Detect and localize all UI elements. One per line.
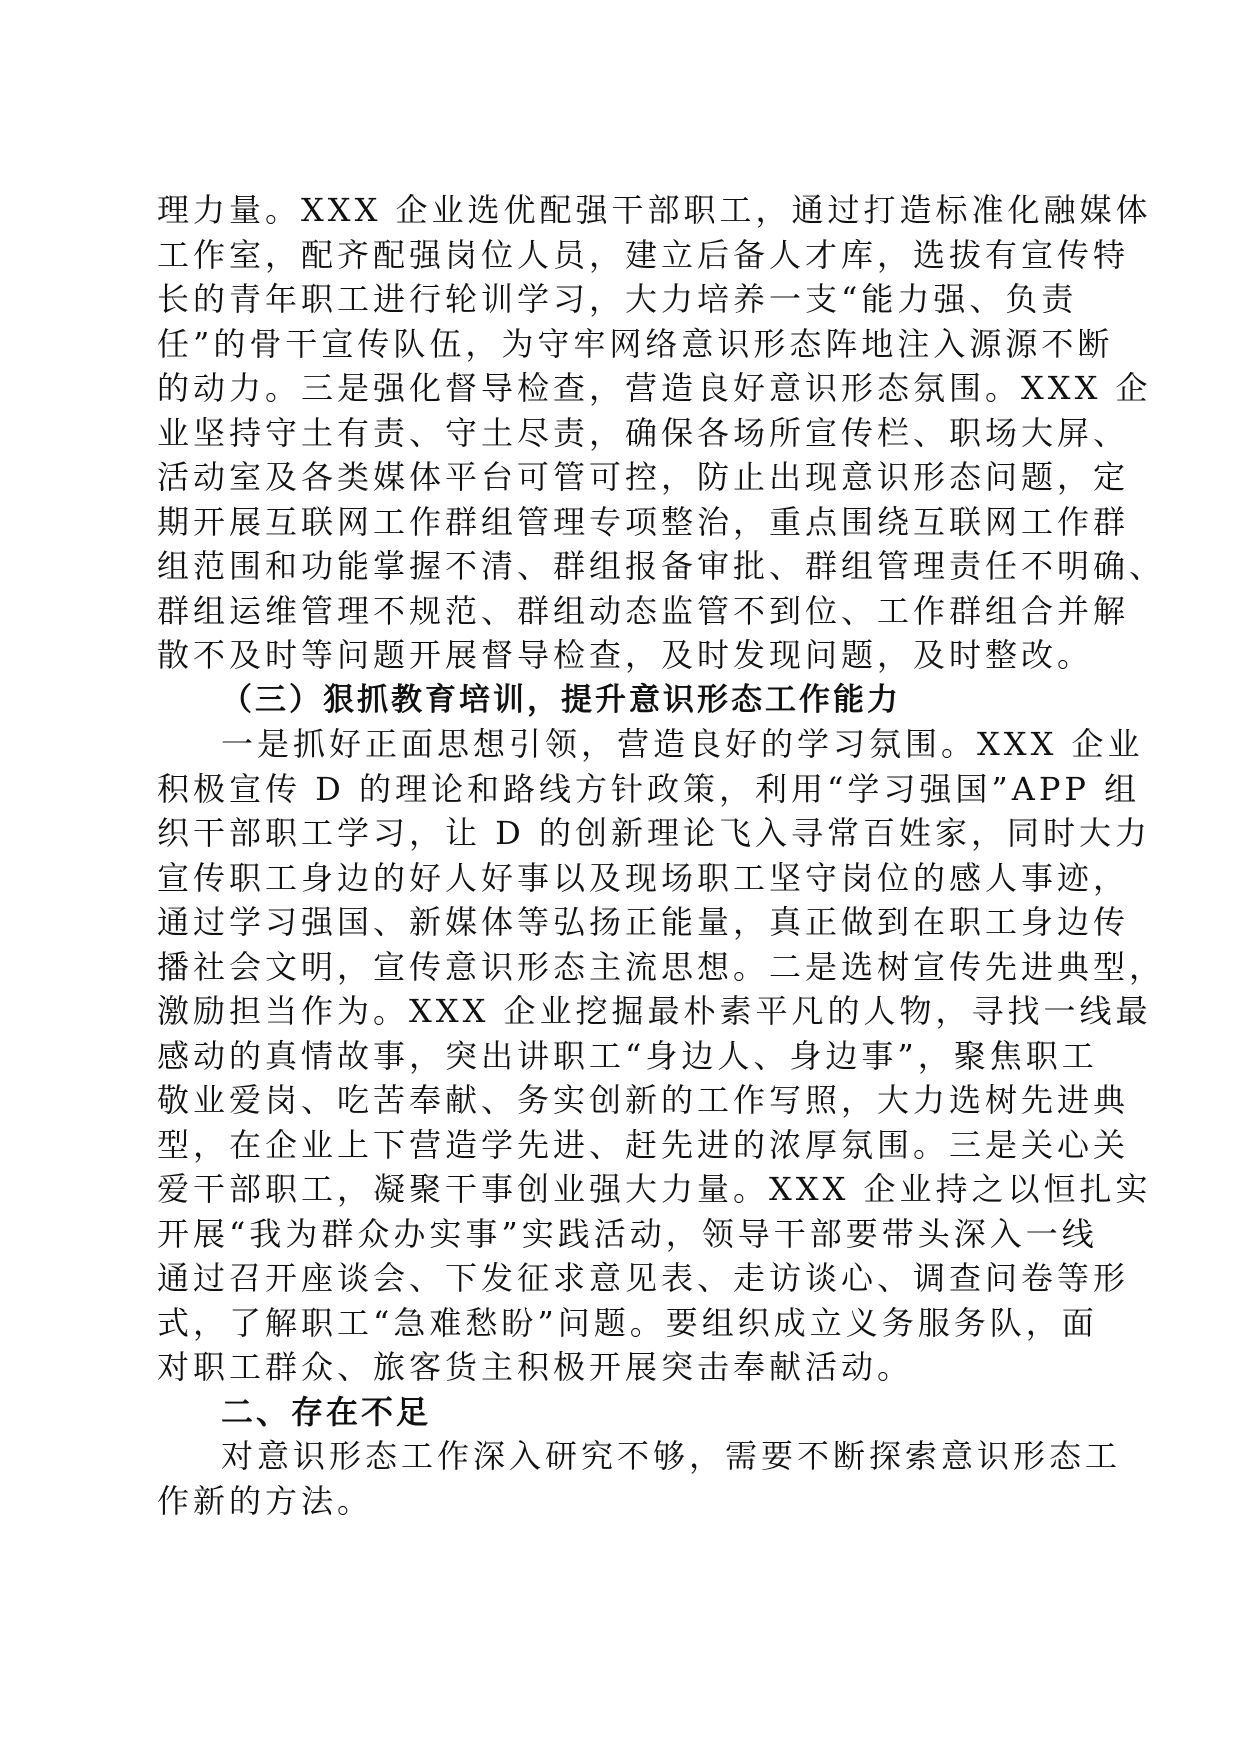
text-line: 织干部职工学习，让 D 的创新理论飞入寻常百姓家，同时大力: [157, 814, 1152, 852]
text-line: 的动力。三是强化督导检查，营造良好意识形态氛围。XXX 企: [157, 369, 1152, 407]
text-line: 长的青年职工进行轮训学习，大力培养一支“能力强、负责: [157, 280, 1078, 318]
text-line: 敬业爱岗、吃苦奉献、务实创新的工作写照，大力选树先进典: [157, 1081, 1130, 1119]
text-line: 对意识形态工作深入研究不够，需要不断探索意识形态工: [221, 1437, 1122, 1475]
text-line: 开展“我为群众办实事”实践活动，领导干部要带头深入一线: [157, 1214, 1098, 1253]
text-line: 活动室及各类媒体平台可管可控，防止出现意识形态问题，定: [157, 458, 1130, 496]
text-line: 作新的方法。: [157, 1481, 374, 1520]
text-line: 激励担当作为。XXX 企业挖掘最朴素平凡的人物，寻找一线最: [157, 992, 1152, 1030]
text-line: 工作室，配齐配强岗位人员，建立后备人才库，选拔有宣传特: [157, 235, 1130, 274]
text-line: 式，了解职工“急难愁盼”问题。要组织成立义务服务队，面: [157, 1303, 1098, 1342]
text-line: 积极宣传 D 的理论和路线方针政策，利用“学习强国”APP 组: [157, 769, 1141, 808]
text-line: 一是抓好正面思想引领，营造良好的学习氛围。XXX 企业: [221, 725, 1144, 763]
text-line: 任”的骨干宣传队伍，为守牢网络意识形态阵地注入源源不断: [157, 324, 1114, 363]
text-line: 对职工群众、旅客货主积极开展突击奉献活动。: [157, 1348, 914, 1386]
text-line: 群组运维管理不规范、群组动态监管不到位、工作群组合并解: [157, 591, 1130, 630]
text-line: 散不及时等问题开展督导检查，及时发现问题，及时整改。: [157, 636, 1094, 674]
text-line: 通过学习强国、新媒体等弘扬正能量，真正做到在职工身边传: [157, 903, 1130, 941]
text-line: 期开展互联网工作群组管理专项整治，重点围绕互联网工作群: [157, 502, 1130, 541]
text-line: 通过召开座谈会、下发征求意见表、走访谈心、调查问卷等形: [157, 1259, 1130, 1297]
paragraph-education-training: [157, 722, 1166, 1390]
paragraph-continued: [157, 188, 1166, 678]
text-line: 感动的真情故事，突出讲职工“身边人、身边事”，聚焦职工: [157, 1036, 1098, 1075]
paragraph-shortcomings: [157, 1434, 1122, 1523]
section-subheading: （三）狠抓教育培训，提升意识形态工作能力: [221, 681, 901, 718]
text-line: 业坚持守土有责、守土尽责，确保各场所宣传栏、职场大屏、: [157, 413, 1130, 452]
text-line: 宣传职工身边的好人好事以及现场职工坚守岗位的感人事迹，: [157, 858, 1130, 897]
text-line: 组范围和功能掌握不清、群组报备审批、群组管理责任不明确、: [157, 547, 1166, 585]
text-line: 理力量。XXX 企业选优配强干部职工，通过打造标准化融媒体: [157, 191, 1152, 229]
text-line: 播社会文明，宣传意识形态主流思想。二是选树宣传先进典型，: [157, 947, 1166, 986]
section-heading: 二、存在不足: [221, 1392, 432, 1431]
text-line: 爱干部职工，凝聚干事创业强大力量。XXX 企业持之以恒扎实: [157, 1170, 1152, 1208]
document-body: [157, 188, 1166, 1523]
text-line: 型，在企业上下营造学先进、赶先进的浓厚氛围。三是关心关: [157, 1125, 1130, 1164]
